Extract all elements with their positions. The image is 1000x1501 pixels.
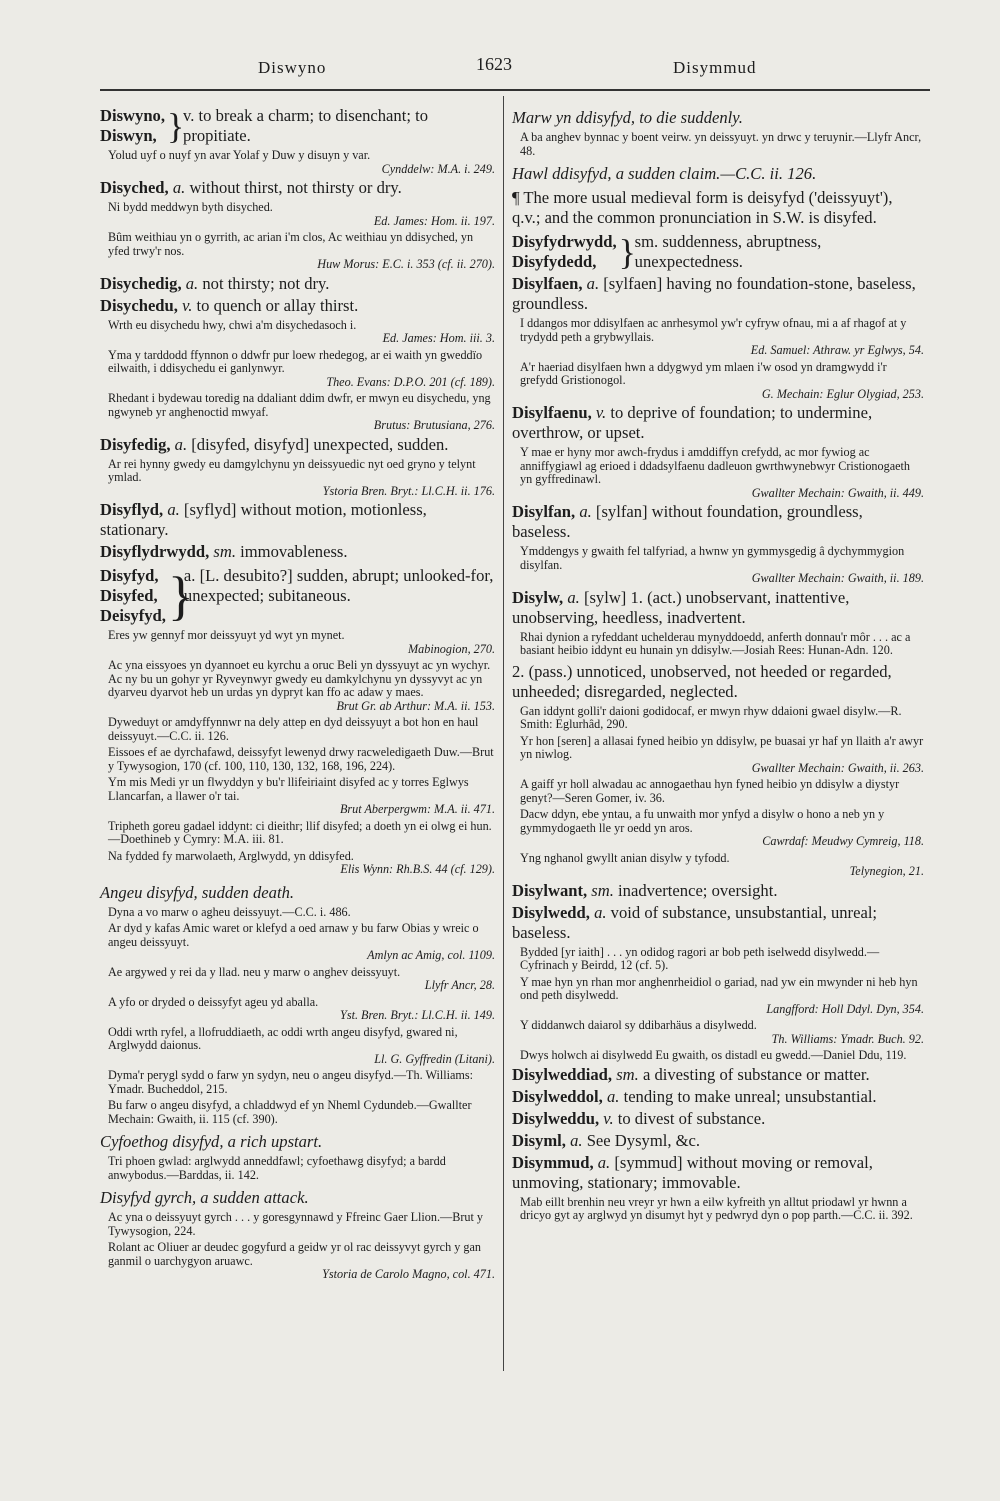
dictionary-entry [512, 1109, 924, 1129]
headword: Disyfyd, [100, 566, 159, 585]
part-of-speech: a. [563, 587, 584, 607]
headword: Disylwant, [512, 880, 588, 900]
citation [520, 852, 924, 879]
citation-text: Tri phoen gwlad: arglwydd anneddfawl; cyfoethawg disyfyd; a bardd anwybodus.—Barddas, ii. 142. [108, 1154, 446, 1182]
citation-source: Yst. Bren. Bryt.: Ll.C.H. ii. 149. [340, 1008, 495, 1022]
citation [108, 1241, 495, 1282]
citation [108, 319, 495, 346]
citation [108, 850, 495, 877]
part-of-speech: v. [177, 295, 197, 315]
header-rule [100, 89, 930, 91]
definition: [symmud] without moving or removal, unmoving, stationary; immovable. [512, 1152, 873, 1192]
citation [520, 317, 924, 358]
headword: Disyflyd, [100, 500, 164, 519]
definition: [sylw] 1. (act.) unobservant, inattentive, unobserving, heedless, inadvertent. [512, 587, 850, 627]
headword: Disyfydrwydd, [512, 232, 617, 251]
citation-source: Llyfr Ancr, 28. [424, 978, 495, 992]
dictionary-entry [100, 542, 495, 562]
citation-text: Y diddanwch daiarol sy ddibarhäus a disylwedd. [520, 1018, 757, 1032]
citation-text: Ac yna eissyoes yn dyannoet eu kyrchu a oruc Beli yn dyssyuyt ac yn wychyr. Ac ny bu un gohyr yr Ryveynwyr gwedy eu damkylchynu yn dyssyvyt ac yn dyarveu dyarvot heb un urdas yn dypryt kan ffo ac adaw y maes. [108, 658, 491, 699]
citation [520, 705, 924, 732]
definition: to deprive of foundation; to undermine, overthrow, or upset. [512, 403, 873, 442]
left-column [100, 102, 495, 1282]
headword: Disylfaenu, [512, 403, 592, 422]
headword: Disyml, [512, 1130, 566, 1150]
dictionary-entry [100, 435, 495, 455]
citation-text: Rolant ac Oliuer ar deudec gogyfurd a geidw yr ol rac deissyvyt gyrch y gan ganmil o uarchygyon aruawc. [108, 1240, 481, 1268]
citation [520, 946, 924, 973]
citation-source: Gwallter Mechain: Gwaith, ii. 263. [751, 760, 924, 775]
citation [520, 735, 924, 776]
citation-text: Y mae hyn yn rhan mor anghenrheidiol o gariad, nad yw ein mwynder ni heb hyn ond peth disylwedd. [520, 974, 918, 1002]
citation-text: Ni bydd meddwyn byth disyched. [108, 200, 273, 214]
citation [520, 1019, 924, 1046]
citation [520, 545, 924, 586]
dictionary-entry [512, 1065, 924, 1085]
headword: Disylweddiad, [512, 1064, 613, 1084]
citation [108, 966, 495, 993]
part-of-speech: a. [170, 434, 192, 454]
citation-text: Rhedant i bydewau toredig na ddaliant ddim dwfr, er mwyn eu disychedu, yng ngwyneb yr anghenoctid mwyaf. [108, 391, 491, 419]
usage-note: 2. (pass.) unnoticed, unobserved, not heeded or regarded, unheeded; disregarded, neglected. [512, 661, 892, 701]
definition: to divest of substance. [617, 1108, 766, 1128]
dictionary-entry-group [100, 106, 495, 146]
headword: Disychedig, [100, 273, 182, 293]
citation-source: G. Mechain: Eglur Olygiad, 253. [761, 386, 924, 401]
page-number: 1623 [476, 54, 512, 74]
citation [520, 778, 924, 805]
part-of-speech: a. [589, 902, 611, 922]
citation-text: Gan iddynt golli'r daioni godidocaf, er mwyn rhyw ddaioni gwael disylw.—R. Smith: Eglurhâd, 290. [520, 703, 902, 731]
citation-text: Yng nghanol gwyllt anian disylw y tyfodd. [520, 850, 730, 865]
sub-entry: Hawl ddisyfyd, a sudden claim.—C.C. ii. 126. [512, 164, 817, 183]
citation-source: Elis Wynn: Rh.B.S. 44 (cf. 129). [340, 862, 495, 876]
definition: inadvertence; oversight. [618, 880, 778, 900]
headword: Disyfedig, [100, 434, 171, 454]
citation-text: A ba anghev bynnac y boent veirw. yn deissyuyt. yn drwc y teruynir.—Llyfr Ancr, 48. [520, 130, 922, 158]
citation [108, 996, 495, 1023]
citation [108, 776, 495, 817]
part-of-speech: sm. [612, 1064, 643, 1084]
part-of-speech: v. [591, 403, 611, 422]
definition: void of substance, unsubstantial, unreal; baseless. [512, 902, 878, 942]
headword: Disylwedd, [512, 902, 590, 922]
citation [520, 976, 924, 1017]
citation-source: Ed. Samuel: Athraw. yr Eglwys, 54. [750, 343, 924, 357]
definition: immovableness. [240, 542, 348, 561]
citation-text: Mab eillt brenhin neu vreyr yr hwn a eilw kyfreith yn alltut priodawl yr hwnn a dricyo gyt ay arglwyd yn disumyt hyt y pedwryd dyn o pop parth.—C.C. ii. 392. [520, 1194, 913, 1222]
citation [108, 1211, 495, 1238]
citation-source: Brut Aberpergwm: M.A. ii. 471. [339, 802, 495, 816]
citation [108, 659, 495, 713]
headword-group [100, 106, 165, 146]
column-divider [503, 96, 504, 1371]
definition: [sylfaen] having no foundation-stone, baseless, groundless. [512, 274, 916, 313]
definition: tending to make unreal; unsubstantial. [623, 1086, 877, 1106]
dictionary-entry [100, 274, 495, 294]
running-header [100, 54, 930, 84]
citation-source: Ll. G. Gyffredin (Litani). [374, 1051, 495, 1066]
part-of-speech: a. [593, 1152, 615, 1172]
part-of-speech: a. [168, 178, 190, 197]
citation [108, 231, 495, 272]
dictionary-entry [512, 881, 924, 901]
definition: sm. suddenness, abruptness, unexpectedness. [634, 232, 822, 271]
citation [108, 201, 495, 228]
citation-text: Bu farw o angeu disyfyd, a chladdwyd ef yn Nheml Cydundeb.—Gwallter Mechain: Gwaith, ii. 115 (cf. 390). [108, 1098, 472, 1126]
citation-source: Ed. James: Hom. iii. 3. [382, 331, 495, 345]
citation-text: Bûm weithiau yn o gyrrith, ac arian i'm clos, Ac weithiau yn ddisyched, yn yfed trwy'r nos. [108, 230, 474, 258]
citation [108, 716, 495, 743]
headword: Disylfan, [512, 502, 576, 521]
citation-source: Telynegion, 21. [849, 864, 924, 878]
citation-source: Cynddelw: M.A. i. 249. [381, 161, 495, 176]
citation-source: Cawrdaf: Meudwy Cymreig, 118. [762, 834, 924, 848]
dictionary-entry-group [100, 566, 495, 626]
headword: Diswyn, [100, 126, 157, 145]
dictionary-entry [512, 588, 924, 628]
headword: Disyfed, [100, 586, 158, 605]
citation-text: Tripheth goreu gadael iddynt: ci dieithr; llif disyfed; a doeth yn ei olwg ei hun.—Doethineb y Cymry: M.A. iii. 81. [108, 818, 492, 846]
citation [108, 629, 495, 656]
citation-source: Gwallter Mechain: Gwaith, ii. 189. [751, 571, 924, 585]
citation-text: Ymddengys y gwaith fel talfyriad, a hwnw yn gymmysgedig â dychymmygion disylfan. [520, 544, 905, 572]
headword: Deisyfyd, [100, 606, 166, 625]
headword: Disyfydedd, [512, 252, 597, 271]
dictionary-entry [512, 274, 924, 314]
citation [108, 922, 495, 963]
definition: [syflyd] without motion, motionless, stationary. [100, 500, 427, 539]
citation-text: Bydded [yr iaith] . . . yn odidog ragori ar bob peth iselwedd disylwedd.—Cyfrinach y Beirdd, 12 (cf. 5). [520, 944, 880, 972]
headword: Disyflydrwydd, [100, 542, 210, 561]
citation-text: I ddangos mor ddisylfaen ac anrhesymol yw'r cyfryw ofnau, mi a af rhagof at y trydydd peth a grybwyllais. [520, 316, 907, 344]
citation [108, 820, 495, 847]
headword: Disylw, [512, 587, 564, 607]
definition: See Dysyml, &c. [586, 1130, 701, 1150]
headword: Disylfaen, [512, 274, 583, 293]
part-of-speech: sm. [587, 880, 619, 900]
citation-text: Y mae er hyny mor awch-frydus i amddiffyn crefydd, ac mor fywiog ac anniffygiawl ag erioed i ddadsylfaenu dadleuon gwrthwynebwyr Cristionogaeth yn gyffredinawl. [520, 445, 911, 486]
citation-source: Th. Williams: Ymadr. Buch. 92. [771, 1031, 924, 1046]
part-of-speech: v. [599, 1108, 618, 1128]
citation [108, 906, 495, 920]
dictionary-entry [100, 178, 495, 198]
citation-text: Yolud uyf o nuyf yn avar Yolaf y Duw y disuyn y var. [108, 148, 371, 162]
dictionary-entry [100, 500, 495, 540]
citation-text: Ac yna o deissyuyt gyrch . . . y goresgynnawd y Ffreinc Gaer Llion.—Brut y Tywysogion, 224. [108, 1210, 484, 1238]
part-of-speech: a. [163, 500, 184, 519]
citation-source: Theo. Evans: D.P.O. 201 (cf. 189). [326, 374, 495, 389]
citation-source: Amlyn ac Amig, col. 1109. [367, 948, 495, 962]
citation [108, 1069, 495, 1096]
citation-text: Ym mis Medi yr un flwyddyn y bu'r llifeiriaint disyfed ac y torres Eglwys Llancarfan, a llawer o'r tai. [108, 775, 469, 803]
citation [108, 349, 495, 390]
citation-source: Brutus: Brutusiana, 276. [373, 418, 495, 432]
citation-source: Gwallter Mechain: Gwaith, ii. 449. [751, 485, 924, 500]
brace-mark: } [167, 566, 194, 626]
citation-text: Dacw ddyn, ebe yntau, a fu unwaith mor ynfyd a disylw o hono a neb yn y gymmydogaeth lle yr oedd yn aros. [520, 807, 885, 835]
definition: [disyfed, disyfyd] unexpected, sudden. [191, 434, 449, 454]
headword-group [512, 232, 617, 272]
part-of-speech: sm. [209, 542, 241, 561]
dictionary-entry [512, 1153, 924, 1193]
dictionary-entry [512, 1131, 924, 1151]
citation-text: Ar dyd y kafas Amic waret or klefyd a oed arnaw y bu farw Obias y wreic o angeu deissyuyt. [108, 921, 479, 949]
citation [108, 458, 495, 499]
sub-entry: Disyfyd gyrch, a sudden attack. [100, 1188, 309, 1207]
citation [108, 1155, 495, 1182]
part-of-speech: a. [565, 1130, 587, 1150]
citation-text: Na fydded fy marwolaeth, Arglwydd, yn ddisyfed. [108, 848, 354, 863]
dictionary-entry [100, 296, 495, 316]
citation-text: Oddi wrth ryfel, a llofruddiaeth, ac oddi wrth angeu disyfyd, gwared ni, Arglwydd daionus. [108, 1024, 458, 1052]
citation-text: Dyma'r perygl sydd o farw yn sydyn, neu o angeu disyfyd.—Th. Williams: Ymadr. Bucheddol, 215. [108, 1068, 474, 1096]
citation-text: Dyna a vo marw o agheu deissyuyt.—C.C. i. 486. [108, 904, 351, 919]
definition: v. to break a charm; to disenchant; to propitiate. [183, 106, 428, 145]
dictionary-entry [512, 502, 924, 542]
citation-text: Dyweduyt or amdyffynnwr na dely attep en dyd deissyuyt a bot hon en haul deissyuyt.—C.C. ii. 126. [108, 715, 479, 743]
citation [520, 808, 924, 849]
citation [108, 1099, 495, 1126]
sub-entry: Cyfoethog disyfyd, a rich upstart. [100, 1132, 323, 1151]
headword: Disylweddu, [512, 1108, 600, 1128]
definition: a divesting of substance or matter. [642, 1064, 870, 1084]
citation [108, 392, 495, 433]
right-column [512, 102, 924, 1223]
definition: not thirsty; not dry. [202, 273, 330, 293]
citation-text: Yma y tarddodd ffynnon o ddwfr pur loew rhedegog, ar ei waith yn gweddïo eilwaith, i ddisychedu ei ganlynwyr. [108, 347, 483, 375]
citation [520, 1196, 924, 1223]
citation [520, 131, 924, 158]
citation [108, 149, 495, 176]
citation-text: Ar rei hynny gwedy eu damgylchynu yn deissyuedic nyt oed gryno y telynt ymlad. [108, 456, 476, 484]
citation-text: A'r haeriad disylfaen hwn a ddygwyd ym mlaen i'w osod yn dramgwydd i'r grefydd Gristionogol. [520, 359, 887, 387]
citation [108, 746, 495, 773]
dictionary-entry [512, 1087, 924, 1107]
citation-source: Ystoria de Carolo Magno, col. 471. [322, 1267, 495, 1281]
citation [520, 1049, 924, 1063]
headword: Disymmud, [512, 1152, 594, 1172]
dictionary-entry [512, 403, 924, 443]
headword: Disylweddol, [512, 1086, 603, 1106]
sub-entry: Angeu disyfyd, sudden death. [100, 882, 295, 902]
definition: without thirst, not thirsty or dry. [189, 178, 402, 197]
citation [108, 1026, 495, 1067]
headword: Diswyno, [100, 106, 166, 125]
citation-text: Wrth eu disychedu hwy, chwi a'm disychedasoch i. [108, 317, 357, 332]
citation-text: A yfo or dryded o deissyfyt ageu yd aballa. [108, 994, 319, 1009]
part-of-speech: a. [602, 1086, 624, 1106]
headword: Disyched, [100, 178, 169, 197]
citation-source: Huw Morus: E.C. i. 353 (cf. ii. 270). [317, 257, 495, 271]
brace-mark: } [618, 232, 636, 272]
header-right-guideword: Disymmud [673, 58, 757, 77]
citation-text: A gaiff yr holl alwadau ac annogaethau hyn fyned heibio yn ddisylw a diystyr genyt?—Seren Gomer, iv. 36. [520, 777, 900, 805]
citation [520, 631, 924, 658]
dictionary-entry [512, 903, 924, 943]
header-left-guideword: Diswyno [258, 58, 327, 77]
part-of-speech: a. [575, 502, 596, 521]
citation-text: Eres yw gennyf mor deissyuyt yd wyt yn mynet. [108, 628, 345, 642]
citation-text: Dwys holwch ai disylwedd Eu gwaith, os distadl eu gwedd.—Daniel Ddu, 119. [520, 1048, 907, 1062]
part-of-speech: a. [582, 274, 604, 293]
brace-mark: } [167, 106, 185, 146]
citation-source: Brut Gr. ab Arthur: M.A. ii. 153. [336, 698, 495, 713]
definition: a. [L. desubito?] sudden, abrupt; unlooked-for, unexpected; subitaneous. [183, 566, 494, 605]
citation-text: Ae argywed y rei da y llad. neu y marw o anghev deissyuyt. [108, 964, 401, 979]
headword: Disychedu, [100, 295, 178, 315]
citation-source: Mabinogion, 270. [407, 641, 495, 656]
sub-entry: Marw yn ddisyfyd, to die suddenly. [512, 108, 743, 127]
citation-source: Ed. James: Hom. ii. 197. [373, 213, 495, 228]
definition: [sylfan] without foundation, groundless, baseless. [512, 502, 863, 541]
dictionary-entry-group [512, 232, 924, 272]
part-of-speech: a. [181, 273, 203, 293]
citation-source: Ystoria Bren. Bryt.: Ll.C.H. ii. 176. [322, 483, 495, 498]
citation-text: Eissoes ef ae dyrchafawd, deissyfyt lewenyd drwy racweledigaeth Duw.—Brut y Tywysogion, 170 (cf. 100, 110, 130, 132, 168, 196, 224). [108, 745, 494, 773]
citation [520, 446, 924, 500]
headword-group [100, 566, 166, 626]
citation [520, 361, 924, 402]
usage-note: ¶ The more usual medieval form is deisyfyd ('deissyuyt'), q.v.; and the common pronunciation in S.W. is disyfed. [512, 188, 893, 227]
definition: to quench or allay thirst. [196, 295, 359, 315]
citation-text: Yr hon [seren] a allasai fyned heibio yn ddisylw, pe buasai yr haf yn llaith a'r awyr yn niwlog. [520, 733, 924, 761]
citation-source: Langfford: Holl Ddyl. Dyn, 354. [766, 1001, 924, 1016]
citation-text: Rhai dynion a ryfeddant uchelderau mynyddoedd, anferth donnau'r môr . . . ac a basiant heibio iddynt eu hunain yn ddisylw.—Josiah Rees: Hunan-Adn. 120. [520, 629, 911, 657]
